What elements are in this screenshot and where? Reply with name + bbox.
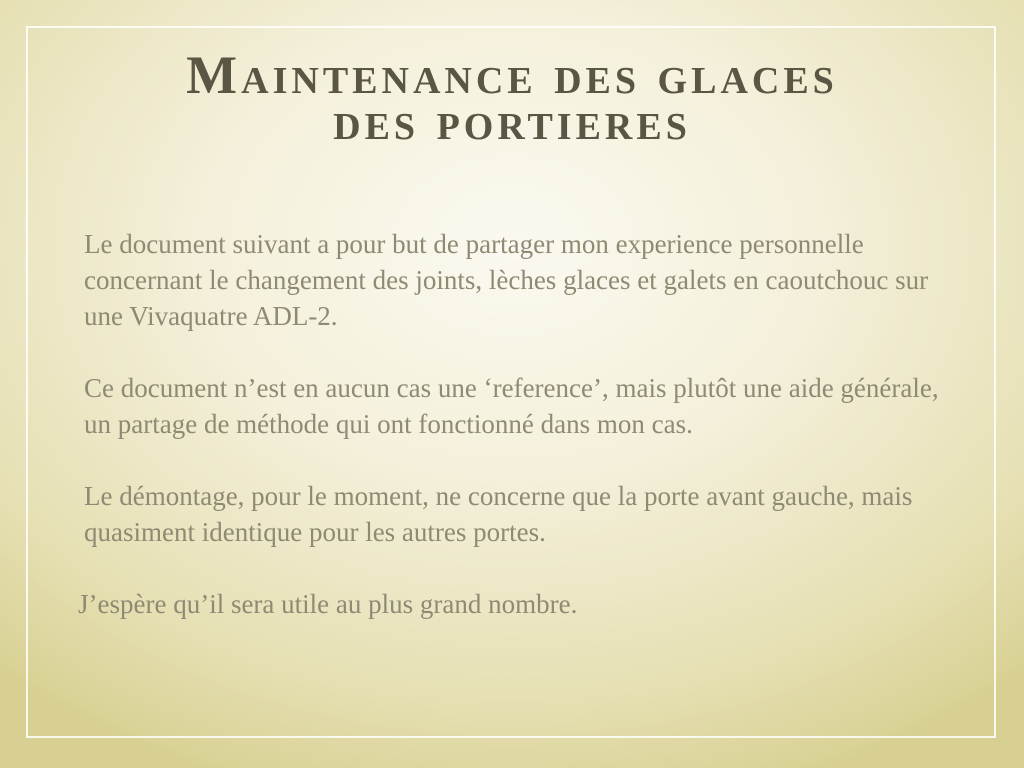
- paragraph-scope: Le démontage, pour le moment, ne concerne que la porte avant gauche, mais quasiment identique pour les autres portes.: [84, 481, 913, 547]
- slide-body: [78, 226, 964, 658]
- paragraph-disclaimer: Ce document n’est en aucun cas une ‘reference’, mais plutôt une aide générale, un partage de méthode qui ont fonctionné dans mon cas.: [84, 373, 939, 439]
- slide-title-line-1: Maintenance des glaces: [186, 45, 838, 105]
- slide-title-line-2: des portieres: [333, 91, 691, 151]
- paragraph-closing: J’espère qu’il sera utile au plus grand nombre.: [78, 589, 578, 619]
- paragraph-intro: Le document suivant a pour but de partager mon experience personnelle concernant le changement des joints, lèches glaces et galets en caoutchouc sur une Vivaquatre ADL-2.: [84, 229, 929, 331]
- slide-title: [60, 45, 964, 151]
